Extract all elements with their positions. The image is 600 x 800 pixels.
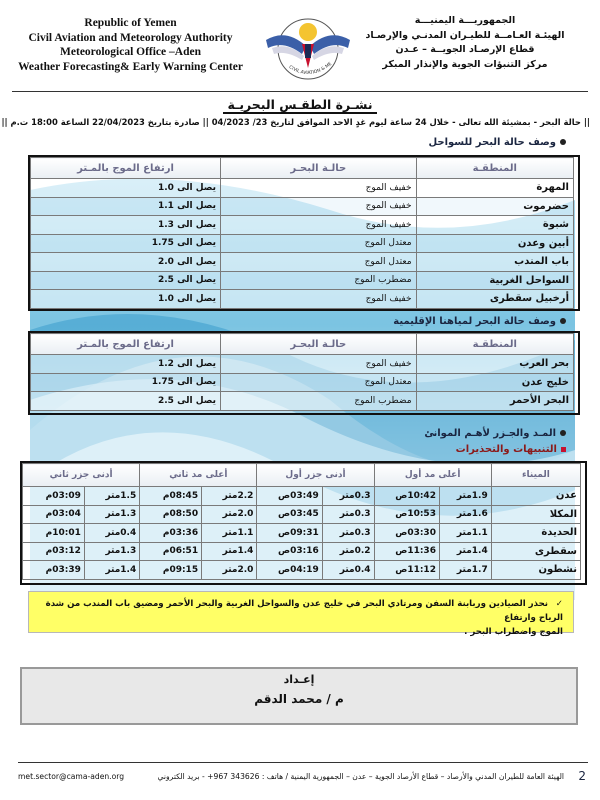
- tide-row: [23, 561, 581, 580]
- col-header-low2: أدنى جزر ثاني: [23, 464, 140, 487]
- tide-time-cell: 09:31ص: [257, 524, 322, 543]
- tide-time-cell: 09:15م: [140, 561, 202, 580]
- tide-time-cell: 06:51م: [140, 542, 202, 561]
- tide-table: [22, 463, 581, 580]
- table-row: [31, 373, 574, 392]
- table-row: [31, 355, 574, 374]
- ar-line-3: قطاع الإرصـاد الجويــة – عـدن: [395, 44, 535, 55]
- col-header-high1: أعلى مد أول: [374, 464, 491, 487]
- wave-height-cell: يصل الى 1.3: [31, 216, 221, 235]
- tide-row: [23, 487, 581, 506]
- bullet-icon: [560, 139, 566, 145]
- tide-row: [23, 505, 581, 524]
- letterhead: [0, 0, 600, 92]
- warning-box: [28, 591, 574, 637]
- table-row: [31, 197, 574, 216]
- region-cell: المهرة: [416, 179, 573, 198]
- tide-time-cell: 10:01م: [23, 524, 85, 543]
- col-header-region: المنطقـة: [416, 334, 573, 355]
- col-header-state: حالـة البحـر: [221, 334, 416, 355]
- table-row: [31, 392, 574, 411]
- region-cell: أبين وعدن: [416, 234, 573, 253]
- ar-line-1: الجمهوريـــة اليمنيـــة: [414, 15, 516, 26]
- region-cell: بحر العرب: [416, 355, 573, 374]
- tide-time-cell: 08:50م: [140, 505, 202, 524]
- tide-time-cell: 03:36م: [140, 524, 202, 543]
- tide-height-cell: 1.3متر: [84, 542, 139, 561]
- tide-height-cell: 1.6متر: [439, 505, 491, 524]
- tide-height-cell: 0.3متر: [322, 505, 374, 524]
- wave-height-cell: يصل الى 1.1: [31, 197, 221, 216]
- tide-time-cell: 03:16ص: [257, 542, 322, 561]
- bulletin-subtitle: || حالة البحر - بمشيئة الله تعالى - خلال 24 ساعة ليوم غدٍ الاحد الموافق لتاريخ 23/ 04/2023 || صادرة بتاريخ 22/04/2023 الساعة 18:00 ت.م ||: [1, 117, 590, 127]
- wave-height-cell: يصل الى 1.2: [31, 355, 221, 374]
- tide-height-cell: 1.4متر: [84, 561, 139, 580]
- sea-state-table: [30, 157, 574, 309]
- page-number: 2: [578, 769, 586, 783]
- sea-state-cell: معتدل الموج: [221, 253, 416, 272]
- arrow-bullet-icon: [561, 447, 566, 452]
- table-row: [31, 253, 574, 272]
- sea-state-cell: خفيف الموج: [221, 179, 416, 198]
- region-cell: البحر الأحمر: [416, 392, 573, 411]
- sea-state-cell: مضطرب الموج: [221, 271, 416, 290]
- section-heading-warnings: التنبيهات والتحذيرات: [456, 444, 566, 455]
- region-cell: خليج عدن: [416, 373, 573, 392]
- tide-time-cell: 11:36ص: [374, 542, 439, 561]
- tide-row: [23, 524, 581, 543]
- tide-height-cell: 1.7متر: [439, 561, 491, 580]
- footer: [18, 767, 588, 787]
- col-header-region: المنطقـة: [416, 158, 573, 179]
- preparer-name: م / محمد الدقم: [254, 692, 344, 706]
- tide-time-cell: 10:53ص: [374, 505, 439, 524]
- col-header-wave: ارتفاع الموج بالمـتر: [31, 158, 221, 179]
- port-cell: عدن: [491, 487, 580, 506]
- sea-state-cell: خفيف الموج: [221, 197, 416, 216]
- footer-address: الهيئة العامة للطيران المدني والأرصاد – قطاع الأرصاد الجوية – عدن – الجمهورية اليمنية / هاتف : 343626 967+ - بريد الكتروني: [157, 772, 564, 781]
- table-row: [31, 290, 574, 309]
- wave-height-cell: يصل الى 2.0: [31, 253, 221, 272]
- tide-height-cell: 0.4متر: [84, 524, 139, 543]
- sea-state-cell: معتدل الموج: [221, 373, 416, 392]
- prepared-by-box: [20, 667, 578, 725]
- tide-time-cell: 04:19ص: [257, 561, 322, 580]
- tide-time-cell: 11:12ص: [374, 561, 439, 580]
- tide-height-cell: 1.4متر: [202, 542, 257, 561]
- bullet-icon: [560, 318, 566, 324]
- en-line-2: Civil Aviation and Meteorology Authority: [28, 31, 233, 44]
- tide-time-cell: 03:12م: [23, 542, 85, 561]
- header-rule: [12, 91, 588, 92]
- english-letterhead: [8, 16, 253, 74]
- tide-height-cell: 1.9متر: [439, 487, 491, 506]
- section-heading-regional: وصف حالة البحر لمياهنا الإقليمية: [393, 316, 566, 327]
- arabic-letterhead: [340, 14, 590, 72]
- tide-time-cell: 08:45م: [140, 487, 202, 506]
- sea-state-cell: معتدل الموج: [221, 234, 416, 253]
- tide-height-cell: 1.4متر: [439, 542, 491, 561]
- tide-height-cell: 1.5متر: [84, 487, 139, 506]
- table-row: [31, 234, 574, 253]
- tide-row: [23, 542, 581, 561]
- wave-height-cell: يصل الى 1.0: [31, 179, 221, 198]
- tide-height-cell: 1.1متر: [202, 524, 257, 543]
- col-header-wave: ارتفاع الموج بالمـتر: [31, 334, 221, 355]
- footer-rule: [18, 762, 588, 763]
- ar-line-2: الهيئـة العـامــة للطيـران المدنـي والإرصـاد: [365, 29, 565, 41]
- section-heading-coasts: وصف حالة البحر للسواحل: [428, 137, 566, 148]
- section-heading-tide: المـد والجـزر لأهـم الموانئ: [424, 428, 566, 439]
- bulletin-title: نشـرة الطقـس البحريـة: [0, 97, 600, 112]
- tide-height-cell: 0.3متر: [322, 524, 374, 543]
- ar-line-4: مركز التنبؤات الجوية والإنذار المبكر: [382, 58, 548, 70]
- tide-height-cell: 1.3متر: [84, 505, 139, 524]
- port-cell: سقطرى: [491, 542, 580, 561]
- tide-height-cell: 1.1متر: [439, 524, 491, 543]
- sea-state-cell: خفيف الموج: [221, 355, 416, 374]
- checkmark-icon: ✓: [555, 599, 563, 609]
- col-header-state: حالـة البحـر: [221, 158, 416, 179]
- table-row: [31, 179, 574, 198]
- tide-time-cell: 03:09م: [23, 487, 85, 506]
- col-header-port: الميناء: [491, 464, 580, 487]
- port-cell: الحديدة: [491, 524, 580, 543]
- tide-time-cell: 03:39م: [23, 561, 85, 580]
- table-row: [31, 216, 574, 235]
- tide-time-cell: 03:45ص: [257, 505, 322, 524]
- col-header-high2: أعلى مد ثاني: [140, 464, 257, 487]
- region-cell: باب المندب: [416, 253, 573, 272]
- wave-height-cell: يصل الى 1.75: [31, 373, 221, 392]
- col-header-low1: أدنى جزر أول: [257, 464, 374, 487]
- en-line-1: Republic of Yemen: [84, 17, 177, 29]
- region-cell: شبوة: [416, 216, 573, 235]
- tide-height-cell: 2.0متر: [202, 561, 257, 580]
- warning-line-2: الموج واضطراب البحر .: [464, 627, 563, 637]
- prepared-label: إعـداد: [283, 673, 315, 686]
- en-line-3: Meteorological Office –Aden: [60, 46, 201, 58]
- sea-state-cell: خفيف الموج: [221, 216, 416, 235]
- wave-height-cell: يصل الى 1.75: [31, 234, 221, 253]
- tide-time-cell: 10:42ص: [374, 487, 439, 506]
- footer-email[interactable]: met.sector@cama-aden.org: [18, 772, 125, 781]
- tide-height-cell: 0.4متر: [322, 561, 374, 580]
- table-row: [31, 271, 574, 290]
- port-cell: المكلا: [491, 505, 580, 524]
- en-line-4: Weather Forecasting& Early Warning Center: [18, 60, 243, 73]
- region-cell: السواحل الغربية: [416, 271, 573, 290]
- region-cell: أرخبيل سقطرى: [416, 290, 573, 309]
- wave-height-cell: يصل الى 1.0: [31, 290, 221, 309]
- tide-time-cell: 03:04م: [23, 505, 85, 524]
- tide-height-cell: 0.3متر: [322, 487, 374, 506]
- sea-state-cell: مضطرب الموج: [221, 392, 416, 411]
- regional-sea-table: [30, 333, 574, 411]
- port-cell: نشطون: [491, 561, 580, 580]
- warning-line-1: نحذر الصيادين وربابنة السفن ومرتادي البحر في خليج عدن والسواحل الغربية والبحر الأحمر ومضيق باب المندب من شدة الرياح وارتفاع: [45, 599, 563, 623]
- tide-height-cell: 0.2متر: [322, 542, 374, 561]
- tide-time-cell: 03:49ص: [257, 487, 322, 506]
- tide-time-cell: 03:30ص: [374, 524, 439, 543]
- wave-height-cell: يصل الى 2.5: [31, 271, 221, 290]
- tide-height-cell: 2.0متر: [202, 505, 257, 524]
- sea-state-cell: خفيف الموج: [221, 290, 416, 309]
- bullet-icon: [560, 430, 566, 436]
- logo-caption: CIVIL AVIATION & ME: [287, 61, 334, 77]
- tide-height-cell: 2.2متر: [202, 487, 257, 506]
- region-cell: حضرموت: [416, 197, 573, 216]
- wave-height-cell: يصل الى 2.5: [31, 392, 221, 411]
